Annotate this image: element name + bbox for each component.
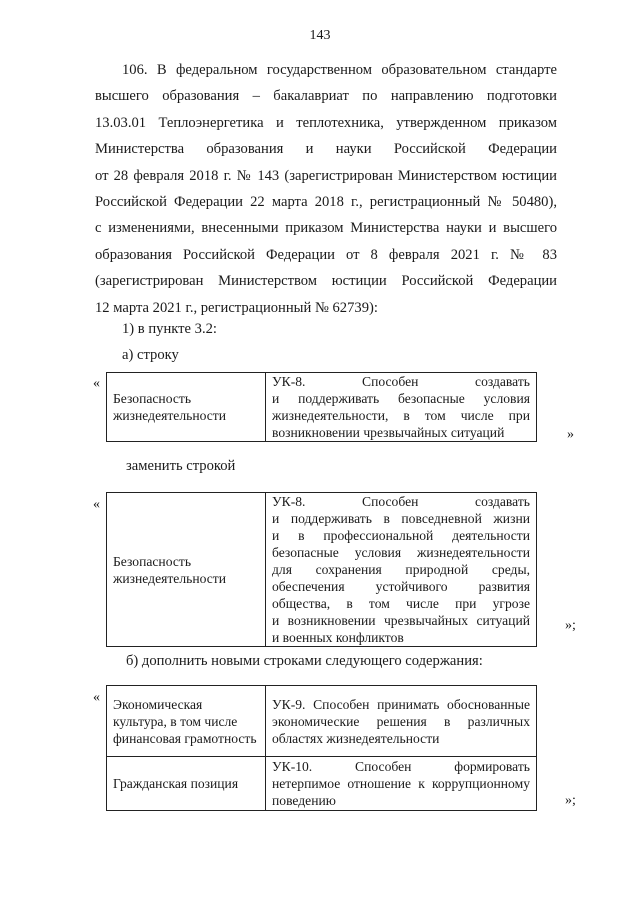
table-original-row bbox=[106, 372, 537, 442]
competency-cell bbox=[266, 757, 537, 811]
table-row bbox=[107, 757, 537, 811]
paragraph-line: 13.03.01 Теплоэнергетика и теплотехника, утвержденном приказом bbox=[95, 114, 557, 131]
paragraph-line: с изменениями, внесенными приказом Министерства науки и высшего bbox=[95, 220, 557, 237]
page-number: 143 bbox=[309, 28, 331, 43]
competency-cell bbox=[266, 373, 537, 442]
competency-cell bbox=[266, 493, 537, 647]
competency-line: и возникновении чрезвычайных ситуаций bbox=[272, 613, 530, 628]
table-row bbox=[107, 686, 537, 757]
competency-line: общества, в том числе при угрозе bbox=[272, 596, 530, 611]
competency-line: нетерпимое отношение к коррупционному bbox=[272, 776, 530, 791]
paragraph-line: образования Российской Федерации от 8 февраля 2021 г. № 83 bbox=[95, 246, 557, 263]
competency-line: и поддерживать в повседневной жизни bbox=[272, 511, 530, 526]
paragraph-line: Российской Федерации 22 марта 2018 г., регистрационный № 50480), bbox=[95, 193, 557, 210]
competency-line: обеспечения устойчивого развития bbox=[272, 579, 530, 594]
table-replacement-row bbox=[106, 492, 537, 647]
item-1-label: 1) в пункте 3.2: bbox=[122, 321, 217, 337]
competency-line: и поддерживать безопасные условия bbox=[272, 391, 530, 406]
competency-line: экономические решения в различных bbox=[272, 713, 530, 729]
open-quote: « bbox=[93, 497, 100, 512]
paragraph-line: 12 марта 2021 г., регистрационный № 62739): bbox=[95, 299, 378, 316]
item-a-label: а) строку bbox=[122, 347, 179, 363]
discipline-cell: Экономическая культура, в том числе финансовая грамотность bbox=[107, 686, 266, 757]
competency-line: УК-9. Способен принимать обоснованные bbox=[272, 696, 530, 712]
competency-line: безопасные условия жизнедеятельности bbox=[272, 545, 530, 560]
replace-label: заменить строкой bbox=[126, 458, 236, 474]
competency-line: жизнедеятельности, в том числе при bbox=[272, 408, 530, 423]
discipline-cell: Гражданская позиция bbox=[107, 757, 266, 811]
close-quote: »; bbox=[565, 618, 576, 633]
paragraph-line: 106. В федеральном государственном образовательном стандарте bbox=[122, 62, 557, 78]
paragraph-line: высшего образования – бакалавриат по направлению подготовки bbox=[95, 88, 557, 105]
competency-line: УК-10. Способен формировать bbox=[272, 759, 530, 774]
close-quote: »; bbox=[565, 793, 576, 808]
table-row bbox=[107, 373, 537, 442]
competency-line: возникновении чрезвычайных ситуаций bbox=[272, 425, 505, 440]
competency-line: для сохранения природной среды, bbox=[272, 562, 530, 577]
close-quote: » bbox=[567, 427, 574, 442]
competency-line: и в профессиональной деятельности bbox=[272, 528, 530, 543]
competency-line: УК-8. Способен создавать bbox=[272, 374, 530, 389]
paragraph-line: Министерства образования и науки Российской Федерации bbox=[95, 141, 557, 158]
open-quote: « bbox=[93, 376, 100, 391]
open-quote: « bbox=[93, 690, 100, 705]
competency-line: УК-8. Способен создавать bbox=[272, 494, 530, 509]
discipline-cell: Безопасность жизнедеятельности bbox=[107, 493, 266, 647]
paragraph-line: (зарегистрирован Министерством юстиции Российской Федерации bbox=[95, 273, 557, 290]
competency-line: и военных конфликтов bbox=[272, 630, 404, 645]
item-b-label: б) дополнить новыми строками следующего содержания: bbox=[126, 653, 483, 669]
table-new-rows bbox=[106, 685, 537, 811]
competency-cell bbox=[266, 686, 537, 757]
competency-line: поведению bbox=[272, 793, 336, 808]
amendment-paragraph bbox=[95, 57, 557, 321]
competency-line: областях жизнедеятельности bbox=[272, 730, 440, 746]
paragraph-line: от 28 февраля 2018 г. № 143 (зарегистрирован Министерством юстиции bbox=[95, 167, 557, 184]
table-row bbox=[107, 493, 537, 647]
discipline-cell: Безопасность жизнедеятельности bbox=[107, 373, 266, 442]
